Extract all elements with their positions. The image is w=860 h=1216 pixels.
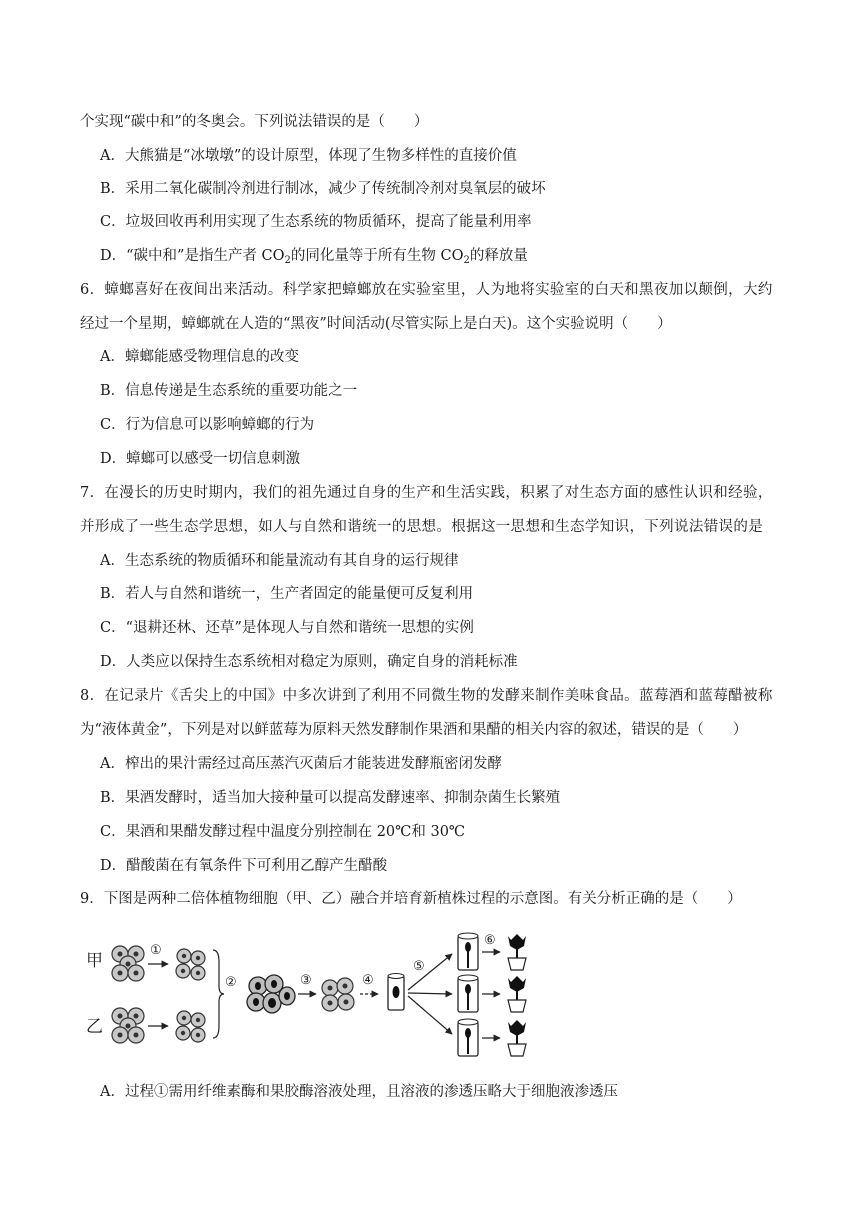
q8-option-b[interactable]: B．果酒发酵时，适当加大接种量可以提高发酵速率、抑制杂菌生长繁殖 [100,790,561,806]
q8-stem-line2: 为“液体黄金”，下列是对以鲜蓝莓为原料天然发酵制作果酒和果醋的相关内容的叙述，错误的是（ ） [80,722,748,738]
merge-brace [213,950,224,1038]
protoplast-cluster-jia [176,949,205,980]
q7-option-c[interactable]: C．“退耕还林、还草”是体现人与自然和谐统一思想的实例 [100,620,474,636]
cell-fusion-diagram [80,926,540,1066]
q5-option-d[interactable] [100,246,528,266]
q7-stem-line2: 并形成了一些生态学思想，如人与自然和谐统一的思想。根据这一思想和生态学知识，下列说法错误的是 [80,519,764,535]
q7-option-b[interactable]: B．若人与自然和谐统一，生产者固定的能量便可反复利用 [100,586,474,602]
q6-option-c[interactable]: C．行为信息可以影响蟑螂的行为 [100,417,315,433]
callus-culture-tube [388,974,404,1011]
q5-option-a[interactable]: A．大熊猫是“冰墩墩”的设计原型，体现了生物多样性的直接价值 [100,148,517,164]
q5-option-b[interactable]: B．采用二氧化碳制冷剂进行制冰，减少了传统制冷剂对臭氧层的破坏 [100,181,546,197]
seedling-tube-1 [458,933,478,970]
q5-option-c[interactable]: C．垃圾回收再利用实现了生态系统的物质循环，提高了能量利用率 [100,214,532,230]
q6-option-a[interactable]: A．蟑螂能感受物理信息的改变 [100,349,299,365]
q6-option-d[interactable]: D．蟑螂可以感受一切信息刺激 [100,451,301,467]
subscript: 2 [463,255,470,266]
q5-option-d-part2: 的同化量等于所有生物 CO [290,248,464,264]
hybrid-cell-cluster [322,978,354,1011]
q8-option-d[interactable]: D．醋酸菌在有氧条件下可利用乙醇产生醋酸 [100,858,388,874]
q6-stem-line1: 6．蟑螂喜好在夜间出来活动。科学家把蟑螂放在实验室里，人为地将实验室的白天和黑夜加以颠倒，大约 [80,282,773,298]
q9-stem: 9．下图是两种二倍体植物细胞（甲、乙）融合并培育新植株过程的示意图。有关分析正确的是（ ） [80,891,742,907]
q5-stem-tail: 个实现“碳中和”的冬奥会。下列说法错误的是（ ） [80,114,429,130]
q7-stem-line1: 7．在漫长的历史时期内，我们的祖先通过自身的生产和生活实践，积累了对生态方面的感性认识和经验， [80,485,773,501]
protoplast-cluster-yi [176,1011,205,1042]
potted-plant-3 [508,1020,526,1056]
step-6-label: ⑥ [484,933,496,948]
q6-option-b[interactable]: B．信息传递是生态系统的重要功能之一 [100,383,358,399]
step-1-label: ① [150,943,162,958]
q8-option-a[interactable]: A．榨出的果汁需经过高压蒸汽灭菌后才能装进发酵瓶密闭发酵 [100,756,502,772]
subscript: 2 [284,255,291,266]
q5-option-d-part1: D．“碳中和”是指生产者 CO [100,248,285,264]
q9-option-a[interactable]: A．过程①需用纤维素酶和果胶酶溶液处理，且溶液的渗透压略大于细胞液渗透压 [100,1084,618,1100]
q8-stem-line1: 8．在记录片《舌尖上的中国》中多次讲到了利用不同微生物的发酵来制作美味食品。蓝莓酒和蓝莓醋被称 [80,688,773,704]
q7-option-a[interactable]: A．生态系统的物质循环和能量流动有其自身的运行规律 [100,553,459,569]
step-2-label: ② [225,975,237,990]
label-yi: 乙 [86,1017,103,1037]
step-5-label: ⑤ [413,959,425,974]
cell-cluster-yi [112,1008,144,1043]
fused-cell-cluster [247,975,295,1013]
potted-plant-2 [508,976,526,1012]
step-3-label: ③ [300,973,312,988]
q5-option-d-part3: 的释放量 [469,248,528,264]
seedling-tube-2 [458,975,478,1012]
potted-plant-1 [508,934,526,970]
q8-option-c[interactable]: C．果酒和果醋发酵过程中温度分别控制在 20℃和 30℃ [100,824,466,840]
cell-cluster-jia [112,946,144,981]
q6-stem-line2: 经过一个星期，蟑螂就在人造的“黑夜”时间活动(尽管实际上是白天)。这个实验说明（ ） [80,316,672,332]
label-jia: 甲 [86,951,103,971]
q7-option-d[interactable]: D．人类应以保持生态系统相对稳定为原则，确定自身的消耗标准 [100,654,518,670]
seedling-tube-3 [458,1019,478,1056]
step-4-label: ④ [362,973,374,988]
